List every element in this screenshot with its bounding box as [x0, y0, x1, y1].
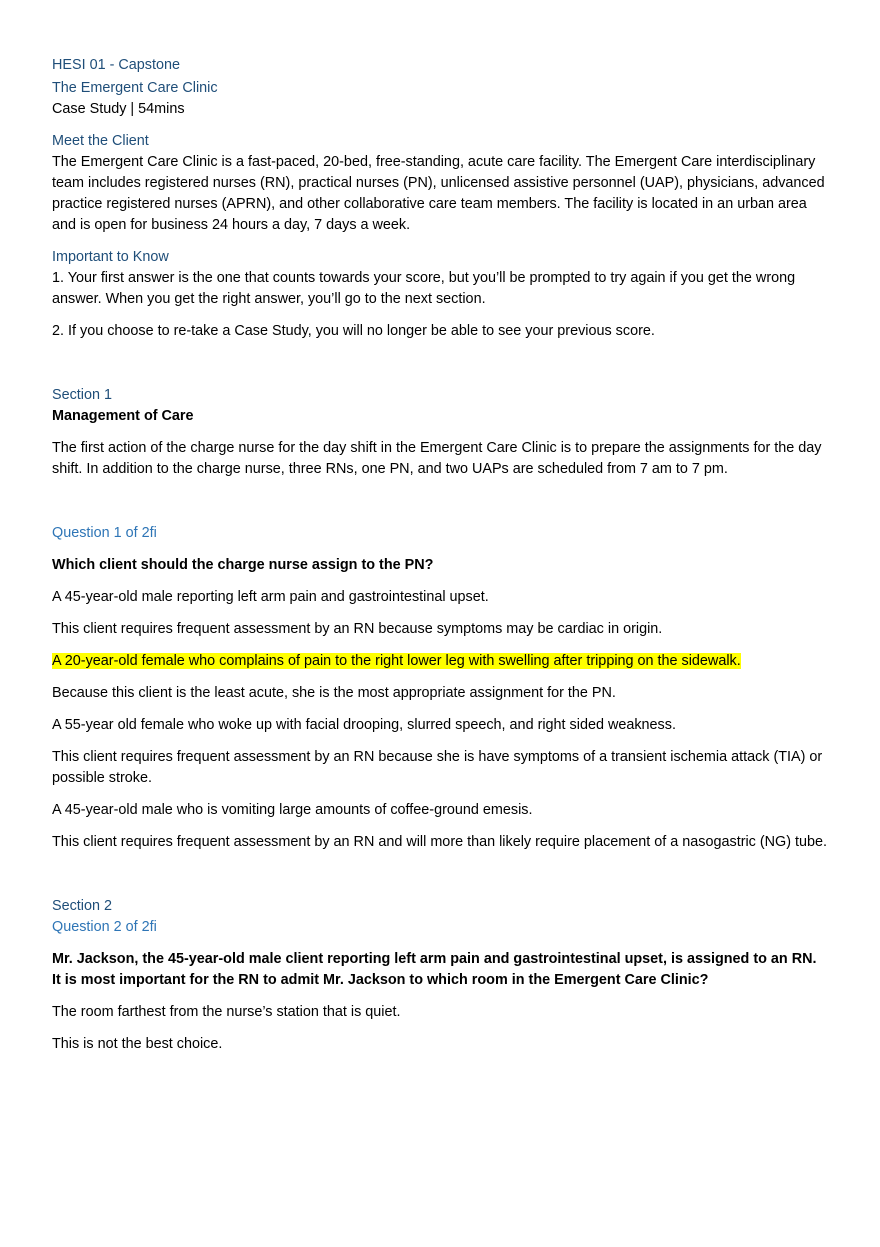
- answer-rationale: This client requires frequent assessment by an RN because symptoms may be cardiac in origin.: [52, 621, 663, 637]
- correct-answer-highlight: A 20-year-old female who complains of pain to the right lower leg with swelling after tripping on the sidewalk.: [52, 653, 741, 669]
- answer-option: The room farthest from the nurse’s station that is quiet.: [52, 1004, 401, 1020]
- answer-rationale: This is not the best choice.: [52, 1036, 223, 1052]
- answer-option-correct: [52, 651, 828, 672]
- answer-rationale: This client requires frequent assessment by an RN and will more than likely require placement of a nasogastric (NG) tube.: [52, 834, 828, 850]
- answer-option: A 55-year old female who woke up with facial drooping, slurred speech, and right sided weakness.: [52, 717, 676, 733]
- question-1-label: Question 1 of 2fi: [52, 525, 157, 541]
- section-1-label: Section 1: [52, 387, 113, 403]
- case-study-meta: Case Study | 54mins: [52, 101, 185, 117]
- question-2-text: Mr. Jackson, the 45-year-old male client reporting left arm pain and gastrointestinal upset, is assigned to an RN. It is most important for the RN to admit Mr. Jackson to which room in the Emergent Care Clinic?: [52, 951, 817, 988]
- answer-rationale: This client requires frequent assessment by an RN because she is have symptoms of a transient ischemia attack (TIA) or possible stroke.: [52, 749, 823, 786]
- question-2-label: Question 2 of 2fi: [52, 919, 157, 935]
- section-1-intro: The first action of the charge nurse for the day shift in the Emergent Care Clinic is to prepare the assignments for the day shift. In addition to the charge nurse, three RNs, one PN, and two UAPs are scheduled from 7 am to 7 pm.: [52, 440, 822, 477]
- answer-option: A 45-year-old male reporting left arm pain and gastrointestinal upset.: [52, 589, 489, 605]
- important-item-2: 2. If you choose to re-take a Case Study, you will no longer be able to see your previous score.: [52, 323, 655, 339]
- meet-body: The Emergent Care Clinic is a fast-paced, 20-bed, free-standing, acute care facility. The Emergent Care interdisciplinary team includes registered nurses (RN), practical nurses (PN), unlicensed assistive personnel (UAP), physicians, advanced practice registered nurses (APRN), and other collaborative care team members. The facility is located in an urban area and is open for business 24 hours a day, 7 days a week.: [52, 154, 825, 233]
- question-1-text: Which client should the charge nurse assign to the PN?: [52, 557, 434, 573]
- course-title: HESI 01 - Capstone: [52, 57, 180, 73]
- answer-rationale: Because this client is the least acute, she is the most appropriate assignment for the PN.: [52, 685, 616, 701]
- answer-option: A 45-year-old male who is vomiting large amounts of coffee-ground emesis.: [52, 802, 533, 818]
- important-item-1: 1. Your first answer is the one that counts towards your score, but you’ll be prompted to try again if you get the wrong answer. When you get the right answer, you’ll go to the next section.: [52, 270, 796, 307]
- important-heading: Important to Know: [52, 249, 169, 265]
- section-2-label: Section 2: [52, 898, 113, 914]
- meet-heading: Meet the Client: [52, 133, 149, 149]
- clinic-title: The Emergent Care Clinic: [52, 80, 218, 96]
- section-1-title: Management of Care: [52, 408, 194, 424]
